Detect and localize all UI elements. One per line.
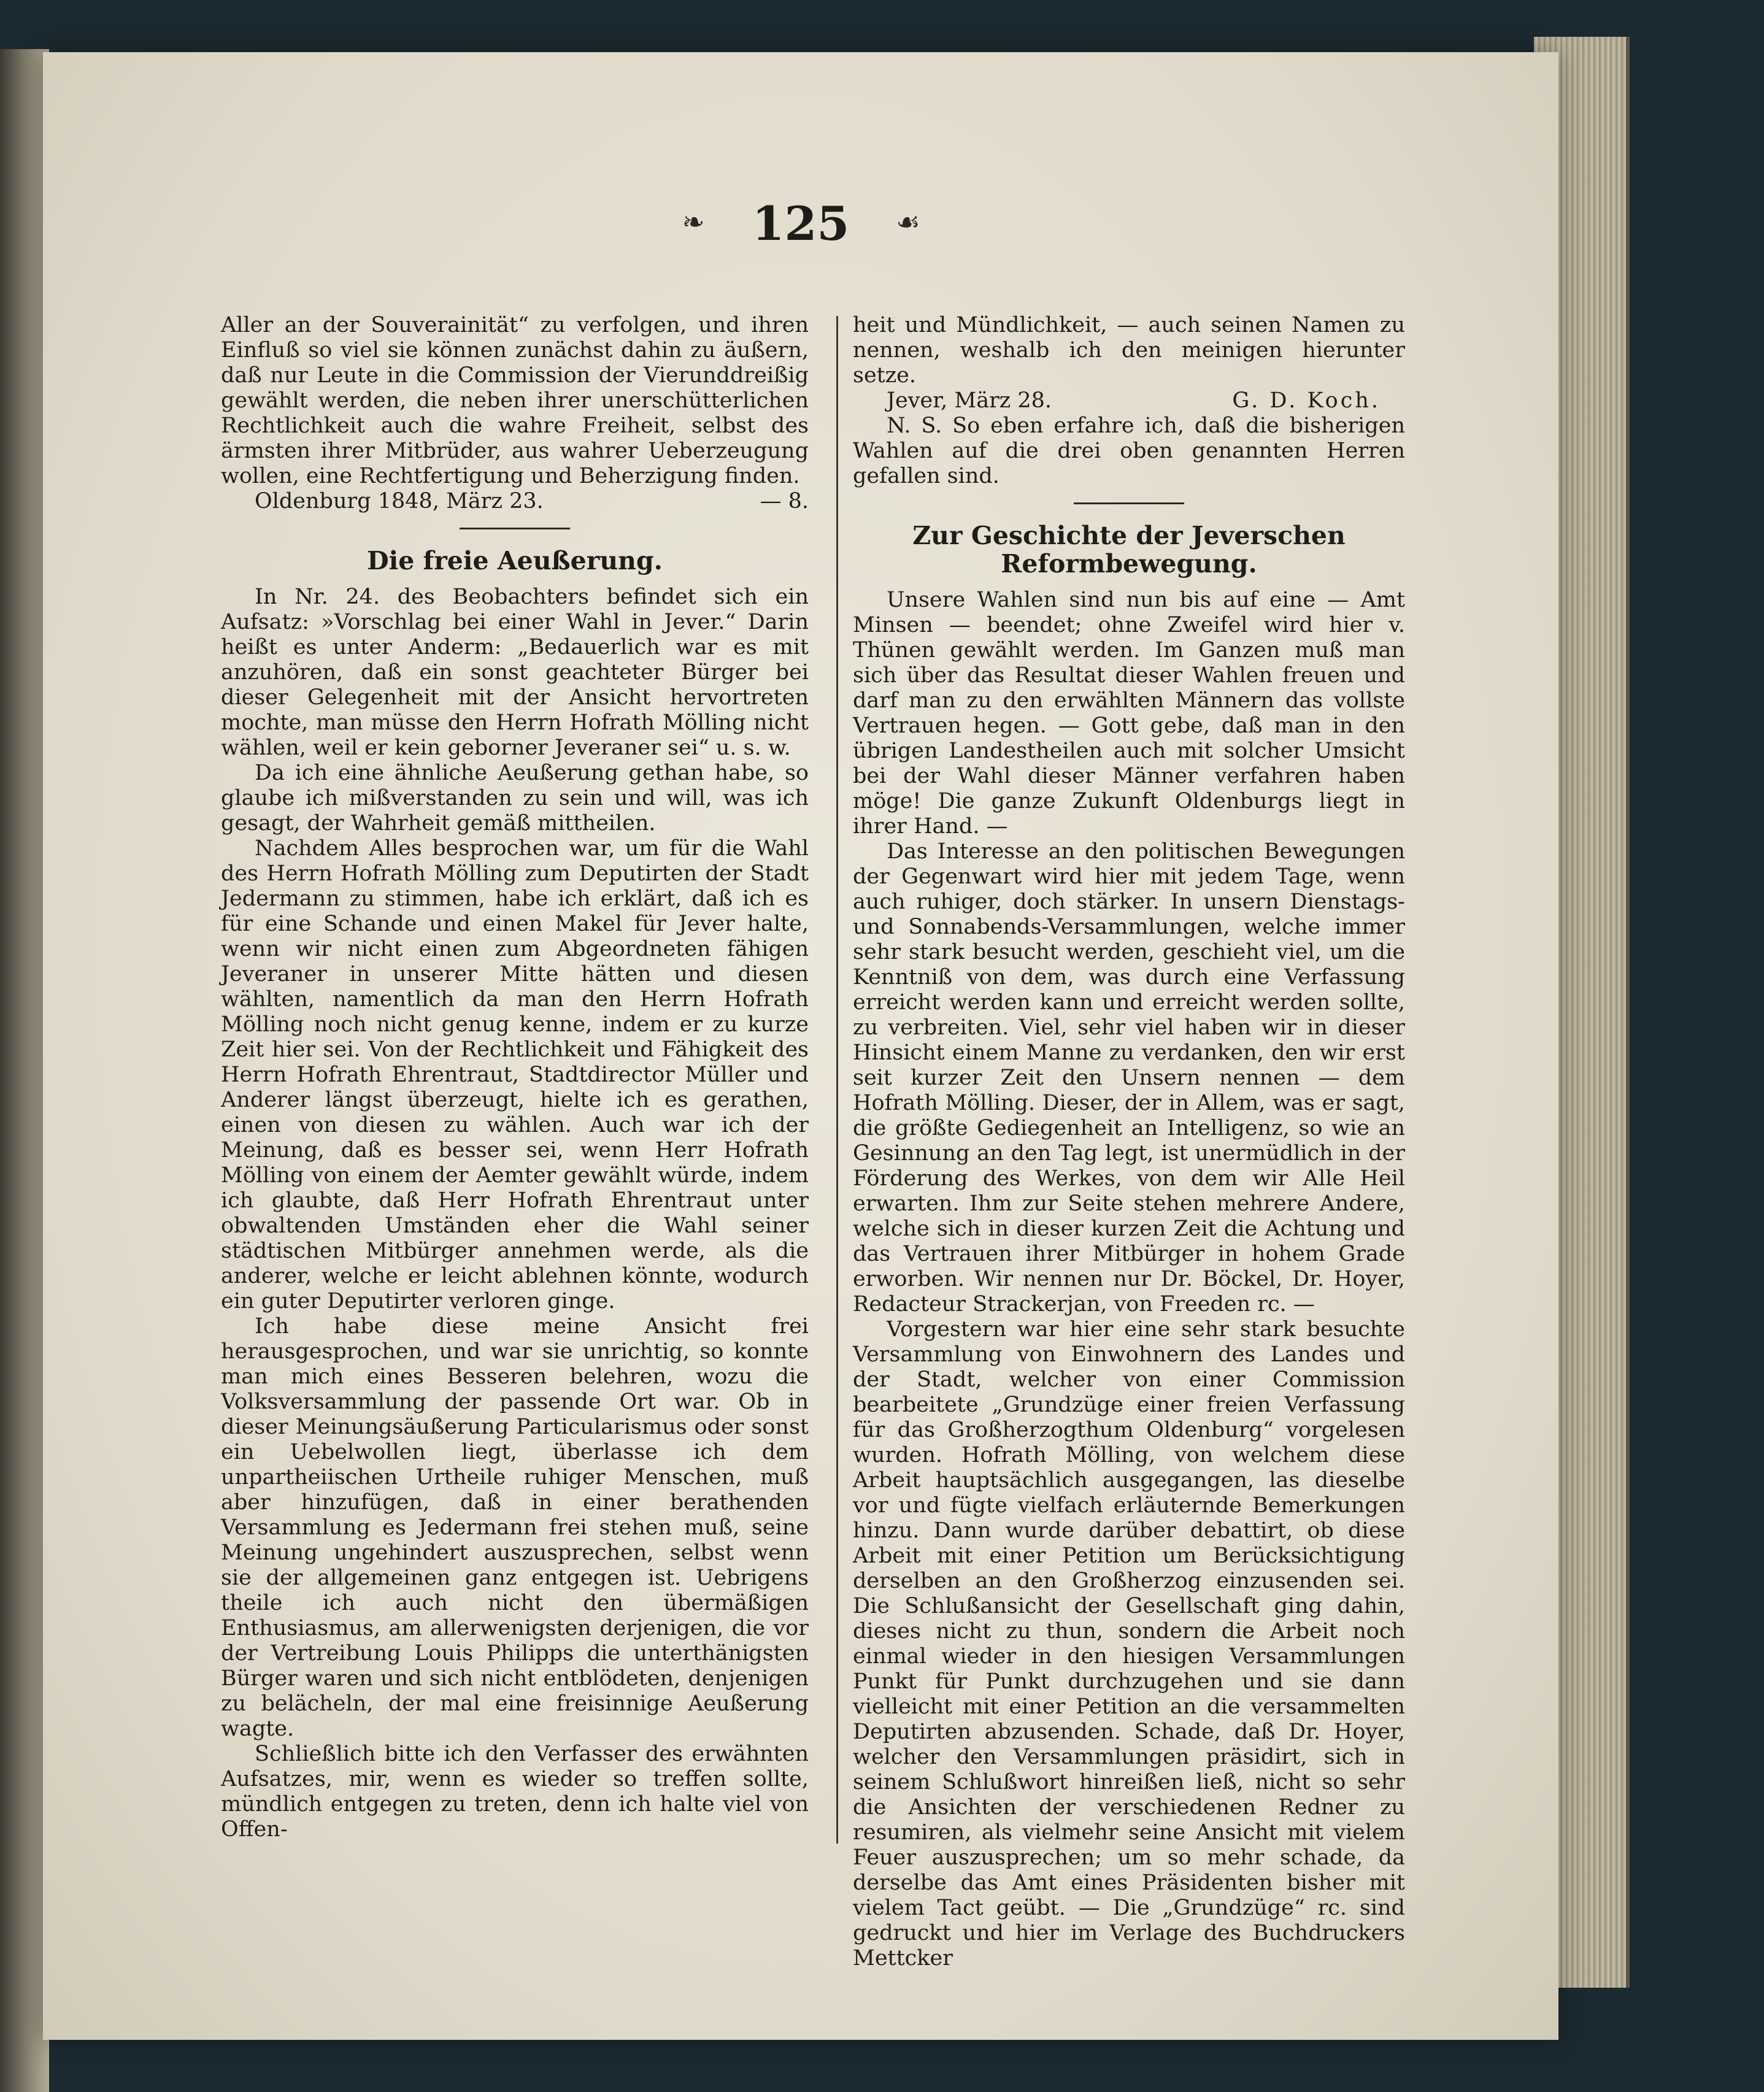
signature-place: Oldenburg 1848, März 23. — [255, 489, 544, 513]
right-column — [853, 313, 1405, 1971]
article-paragraph: In Nr. 24. des Beobachters befindet sich ein Aufsatz: »Vorschlag bei einer Wahl in Jever.“ Darin heißt es unter Anderm: „Bedauerlich war es mit anzuhören, daß ein sonst geachteter Bürger bei dieser Gelegenheit mit der Ansicht hervortreten mochte, man müsse den Herrn Hofrath Mölling nicht wählen, weil er kein geborner Jeveraner sei“ u. s. w. — [221, 585, 809, 760]
signature-place: Jever, März 28. — [887, 388, 1052, 413]
article-paragraph: Das Interesse an den politischen Bewegungen der Gegenwart wird hier mit jedem Tage, wenn auch ruhiger, doch stärker. In unsern Dienstags- und Sonnabends-Versammlungen, welche immer sehr stark besucht werden, geschieht viel, um die Kenntniß von dem, was durch eine Verfassung erreicht werden kann und erreicht werden sollte, zu verbreiten. Viel, sehr viel haben wir in dieser Hinsicht einem Manne zu verdanken, den wir erst seit kurzer Zeit den Unsern nennen — dem Hofrath Mölling. Dieser, der in Allem, was er sagt, die größte Gediegenheit an Intelligenz, so wie an Gesinnung an den Tag legt, ist unermüdlich in der Förderung des Werkes, von dem wir Alle Heil erwarten. Ihm zur Seite stehen mehrere Andere, welche sich in dieser kurzen Zeit die Achtung und das Vertrauen ihrer Mitbürger in hohem Grade erworben. Wir nennen nur Dr. Böckel, Dr. Hoyer, Redacteur Strackerjan, von Freeden rc. — — [853, 839, 1405, 1317]
section-divider — [460, 528, 570, 529]
article-paragraph: Nachdem Alles besprochen war, um für die Wahl des Herrn Hofrath Mölling zum Deputirten der Stadt Jedermann zu stimmen, habe ich erklärt, daß ich es für eine Schande und einen Makel für Jever halte, wenn wir nicht einen zum Abgeordneten fähigen Jeveraner in unserer Mitte hätten und diesen wählten, namentlich da man den Herrn Hofrath Mölling noch nicht genug kenne, indem er zu kurze Zeit hier sei. Von der Rechtlichkeit und Fähigkeit des Herrn Hofrath Ehrentraut, Stadtdirector Müller und Anderer längst überzeugt, hielte ich es gerathen, einen von diesen zu wählen. Auch war ich der Meinung, daß es besser sei, wenn Herr Hofrath Mölling von einem der Aemter gewählt würde, indem ich glaubte, daß Herr Hofrath Ehrentraut unter obwaltenden Umständen eher die Wahl seiner städtischen Mitbürger annehmen werde, als die anderer, welche er leicht ablehnen könnte, wodurch ein guter Deputirter verloren ginge. — [221, 836, 809, 1313]
article-paragraph: Ich habe diese meine Ansicht frei herausgesprochen, und war sie unrichtig, so konnte man mich eines Besseren belehren, wozu die Volksversammlung der passende Ort war. Ob in dieser Meinungsäußerung Particularismus oder sonst ein Uebelwollen liegt, überlasse ich dem unpartheiischen Urtheile ruhiger Menschen, muß aber hinzufügen, daß in einer berathenden Versammlung es Jedermann frei stehen muß, seine Meinung ungehindert auszusprechen, selbst wenn sie der allgemeinen ganz entgegen ist. Uebrigens theile ich auch nicht den übermäßigen Enthusiasmus, am allerwenigsten derjenigen, die vor der Vertreibung Louis Philipps die unterthänigsten Bürger waren und sich nicht entblödeten, denjenigen zu belächeln, der mal eine freisinnige Aeußerung wagte. — [221, 1314, 809, 1741]
signature-name: G. D. Koch. — [1232, 388, 1381, 413]
book-spine-edge — [0, 49, 49, 2092]
signature-name: — 8. — [760, 489, 809, 513]
signature-line — [221, 489, 809, 514]
article-paragraph: Da ich eine ähnliche Aeußerung gethan habe, so glaube ich mißverstanden zu sein und will, was ich gesagt, der Wahrheit gemäß mittheilen. — [221, 761, 809, 836]
intro-paragraph: Aller an der Souverainität“ zu verfolgen, und ihren Einfluß so viel sie können zunächst dahin zu äußern, daß nur Leute in die Commission der Vierunddreißig gewählt werden, die neben ihrer unerschütterlichen Rechtlichkeit auch die wahre Freiheit, selbst des ärmsten ihrer Mitbrüder, aus wahrer Ueberzeugung wollen, eine Rechtfertigung und Beherzigung finden. — [221, 313, 809, 488]
article-paragraph: Unsere Wahlen sind nun bis auf eine — Amt Minsen — beendet; ohne Zweifel wird hier v. Thünen gewählt werden. Im Ganzen muß man sich über das Resultat dieser Wahlen freuen und darf man zu den erwählten Männern das vollste Vertrauen hegen. — Gott gebe, daß man in den übrigen Landestheilen auch mit solcher Umsicht bei der Wahl dieser Männer verfahren haben möge! Die ganze Zukunft Oldenburgs liegt in ihrer Hand. — — [853, 588, 1405, 839]
left-column — [221, 313, 809, 1853]
column-rule — [836, 316, 838, 1844]
article-title: Die freie Aeußerung. — [367, 546, 663, 575]
section-divider — [1074, 502, 1184, 504]
newspaper-page — [43, 52, 1558, 2040]
article-paragraph: Vorgestern war hier eine sehr stark besuchte Versammlung von Einwohnern des Landes und der Stadt, welcher von einer Commission bearbeitete „Grundzüge einer freien Verfassung für das Großherzogthum Oldenburg“ vorgelesen wurden. Hofrath Mölling, von welchem diese Arbeit hauptsächlich ausgegangen, las dieselbe vor und fügte vielfach erläuternde Bemerkungen hinzu. Dann wurde darüber debattirt, ob diese Arbeit mit einer Petition um Berücksichtigung derselben an den Großherzog einzusenden sei. Die Schlußansicht der Gesellschaft ging dahin, dieses nicht zu thun, sondern die Arbeit noch einmal wieder in den hiesigen Versammlungen Punkt für Punkt durchzugehen und sie dann vielleicht mit einer Petition an die versammelten Deputirten abzusenden. Schade, daß Dr. Hoyer, welcher den Versammlungen präsidirt, sich in seinem Schlußwort hinreißen ließ, nicht so sehr die Ansichten der verschiedenen Redner zu resumiren, als vielmehr seine Ansicht mit vielem Feuer auszusprechen; um so mehr schade, da derselbe das Amt eines Präsidenten bisher mit vielem Tact geübt. — Die „Grundzüge“ rc. sind gedruckt und hier im Verlage des Buchdruckers Mettcker — [853, 1317, 1405, 1971]
article-paragraph: Schließlich bitte ich den Verfasser des erwähnten Aufsatzes, mir, wenn es wieder so treffen sollte, mündlich entgegen zu treten, denn ich halte viel von Offen- — [221, 1742, 809, 1842]
signature-line — [853, 388, 1405, 413]
left-ornament-icon: ❧ — [682, 207, 705, 238]
postscript: N. S. So eben erfahre ich, daß die bisherigen Wahlen auf die drei oben genannten Herren gefallen sind. — [853, 413, 1405, 488]
continuation-paragraph: heit und Mündlichkeit, — auch seinen Namen zu nennen, weshalb ich den meinigen hierunter setze. — [853, 313, 1405, 388]
page-number: 125 — [752, 196, 850, 251]
article-title: Zur Geschichte der Jeverschen Reformbewegung. — [912, 521, 1346, 579]
right-ornament-icon: ☙ — [896, 207, 920, 238]
